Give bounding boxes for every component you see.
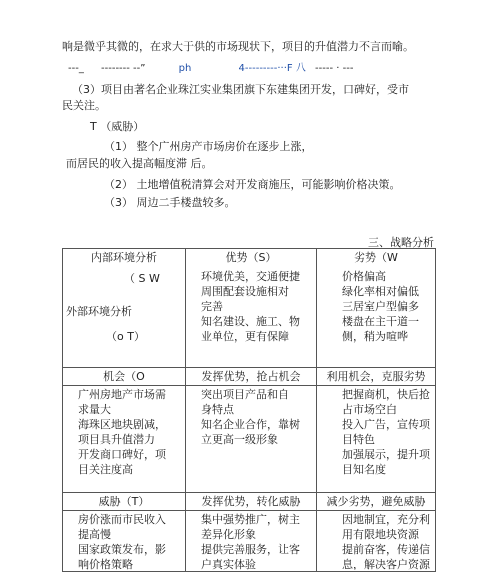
list-item: 目关注度高 xyxy=(78,463,133,476)
list-item: 业单位，更有保障 xyxy=(201,330,289,343)
list-item: 因地制宜，充分利 xyxy=(342,513,430,526)
paragraph-3-line-2: 民关注。 xyxy=(62,99,106,112)
corner-ot-label: （o T） xyxy=(106,330,145,343)
list-item: 加强展示，提升项 xyxy=(342,448,430,461)
list-item: 绿化率相对偏低 xyxy=(342,285,419,298)
weakness-heading: 劣势（W xyxy=(354,251,398,264)
list-item: 知名企业合作，靠树 xyxy=(201,418,300,431)
wo-strategy-label: 利用机会，克服劣势 xyxy=(317,368,436,386)
list-item: 环境优美，交通便捷 xyxy=(201,270,300,283)
opportunity-items-cell xyxy=(63,386,186,493)
corner-sw-label: （ S W xyxy=(124,272,160,285)
list-item: 开发商口碑好，项 xyxy=(78,448,166,461)
list-item: 广州房地产市场需 xyxy=(78,388,166,401)
wt-items-clip xyxy=(320,512,432,570)
list-item: 完善 xyxy=(201,300,223,313)
threat-items-clip xyxy=(66,512,182,570)
list-item: 把握商机，快后抢 xyxy=(342,388,430,401)
noise-ph: ph xyxy=(178,63,192,74)
strength-heading: 优势（S） xyxy=(225,251,277,264)
opportunity-label: 机会（O xyxy=(63,368,186,386)
threat-2: （2） 土地增值税清算会对开发商施压，可能影响价格决策。 xyxy=(104,178,401,191)
list-item: 立更高一级形象 xyxy=(201,433,278,446)
list-item: 投入广告，宣传项 xyxy=(342,418,430,431)
table-row-threat-label xyxy=(63,493,436,511)
threat-label: 威胁（T） xyxy=(63,493,186,511)
wt-strategy-label: 减少劣势，避免威胁 xyxy=(317,493,436,511)
list-item: 项目具升值潜力 xyxy=(78,433,155,446)
list-item: 楼盘在主干道一 xyxy=(342,315,419,328)
list-item: 海珠区地块剧减， xyxy=(78,418,166,431)
list-item: 国家政策发布，影 xyxy=(78,543,166,556)
list-item: 价格偏高 xyxy=(342,270,386,283)
table-row-opportunity-content xyxy=(63,386,436,493)
threat-1-line-1: （1） 整个广州房产市场房价在逐步上涨， xyxy=(104,140,313,153)
list-item: 侧，稍为喧哗 xyxy=(342,330,408,343)
weakness-cell xyxy=(317,249,436,368)
noise-mid1: -------- --” xyxy=(101,63,146,74)
so-strategy-label: 发挥优势，抢占机会 xyxy=(186,368,317,386)
list-item: 集中强势推广，树主 xyxy=(201,513,300,526)
list-item: 目知名度 xyxy=(342,463,386,476)
noise-line xyxy=(68,62,353,76)
list-item: 突出项目产品和自 xyxy=(201,388,289,401)
noise-mid2: 4---------···F 八 xyxy=(238,63,306,74)
swot-table xyxy=(62,248,436,572)
wo-items-cell xyxy=(317,386,436,493)
section-title: 三、战略分析 xyxy=(368,236,434,249)
strength-cell xyxy=(186,249,317,368)
noise-right: ----- · --- xyxy=(315,63,354,74)
so-items-cell xyxy=(186,386,317,493)
list-item: 知名建设、施工、物 xyxy=(201,315,300,328)
list-item: 三居室户型偏多 xyxy=(342,300,419,313)
corner-external-label: 外部环境分析 xyxy=(66,305,132,318)
list-item: 占市场空白 xyxy=(342,403,397,416)
noise-left: ---_ xyxy=(68,63,84,74)
list-item: 提供完善服务，让客 xyxy=(201,543,300,556)
table-row-opportunity-label xyxy=(63,368,436,386)
list-item: 身特点 xyxy=(201,403,234,416)
list-item: 周围配套设施相对 xyxy=(201,285,289,298)
paragraph-line: 响是微乎其微的，在求大于供的市场现状下，项目的升值潜力不言而喻。 xyxy=(62,40,414,53)
wt-items-cell xyxy=(317,511,436,572)
list-item: 响价格策略 xyxy=(78,558,133,570)
list-item: 用有限地块资源 xyxy=(342,528,419,541)
list-item: 户真实体验 xyxy=(201,558,256,570)
table-row-header xyxy=(63,249,436,368)
st-strategy-label: 发挥优势，转化威胁 xyxy=(186,493,317,511)
corner-cell xyxy=(63,249,186,368)
st-items-clip xyxy=(189,512,313,570)
threat-items-cell xyxy=(63,511,186,572)
list-item: 差异化形象 xyxy=(201,528,256,541)
list-item: 求量大 xyxy=(78,403,111,416)
corner-internal-label: 内部环境分析 xyxy=(91,251,157,264)
threat-1-line-2: 而居民的收入提高幅度滞 后。 xyxy=(66,157,213,170)
paragraph-3-line-1: （3）项目由著名企业珠江实业集团旗下东建集团开发，口碑好，受市 xyxy=(72,83,409,96)
list-item: 提前奋客，传递信 xyxy=(342,543,430,556)
list-item: 提高慢 xyxy=(78,528,111,541)
list-item: 房价涨而市民收入 xyxy=(78,513,166,526)
list-item: 目特色 xyxy=(342,433,375,446)
threat-3: （3） 周边二手楼盘较多。 xyxy=(104,196,236,209)
table-row-threat-content xyxy=(63,511,436,572)
threat-heading: T （威胁） xyxy=(90,120,145,133)
list-item: 息，解决客户资源 xyxy=(342,558,430,570)
st-items-cell xyxy=(186,511,317,572)
